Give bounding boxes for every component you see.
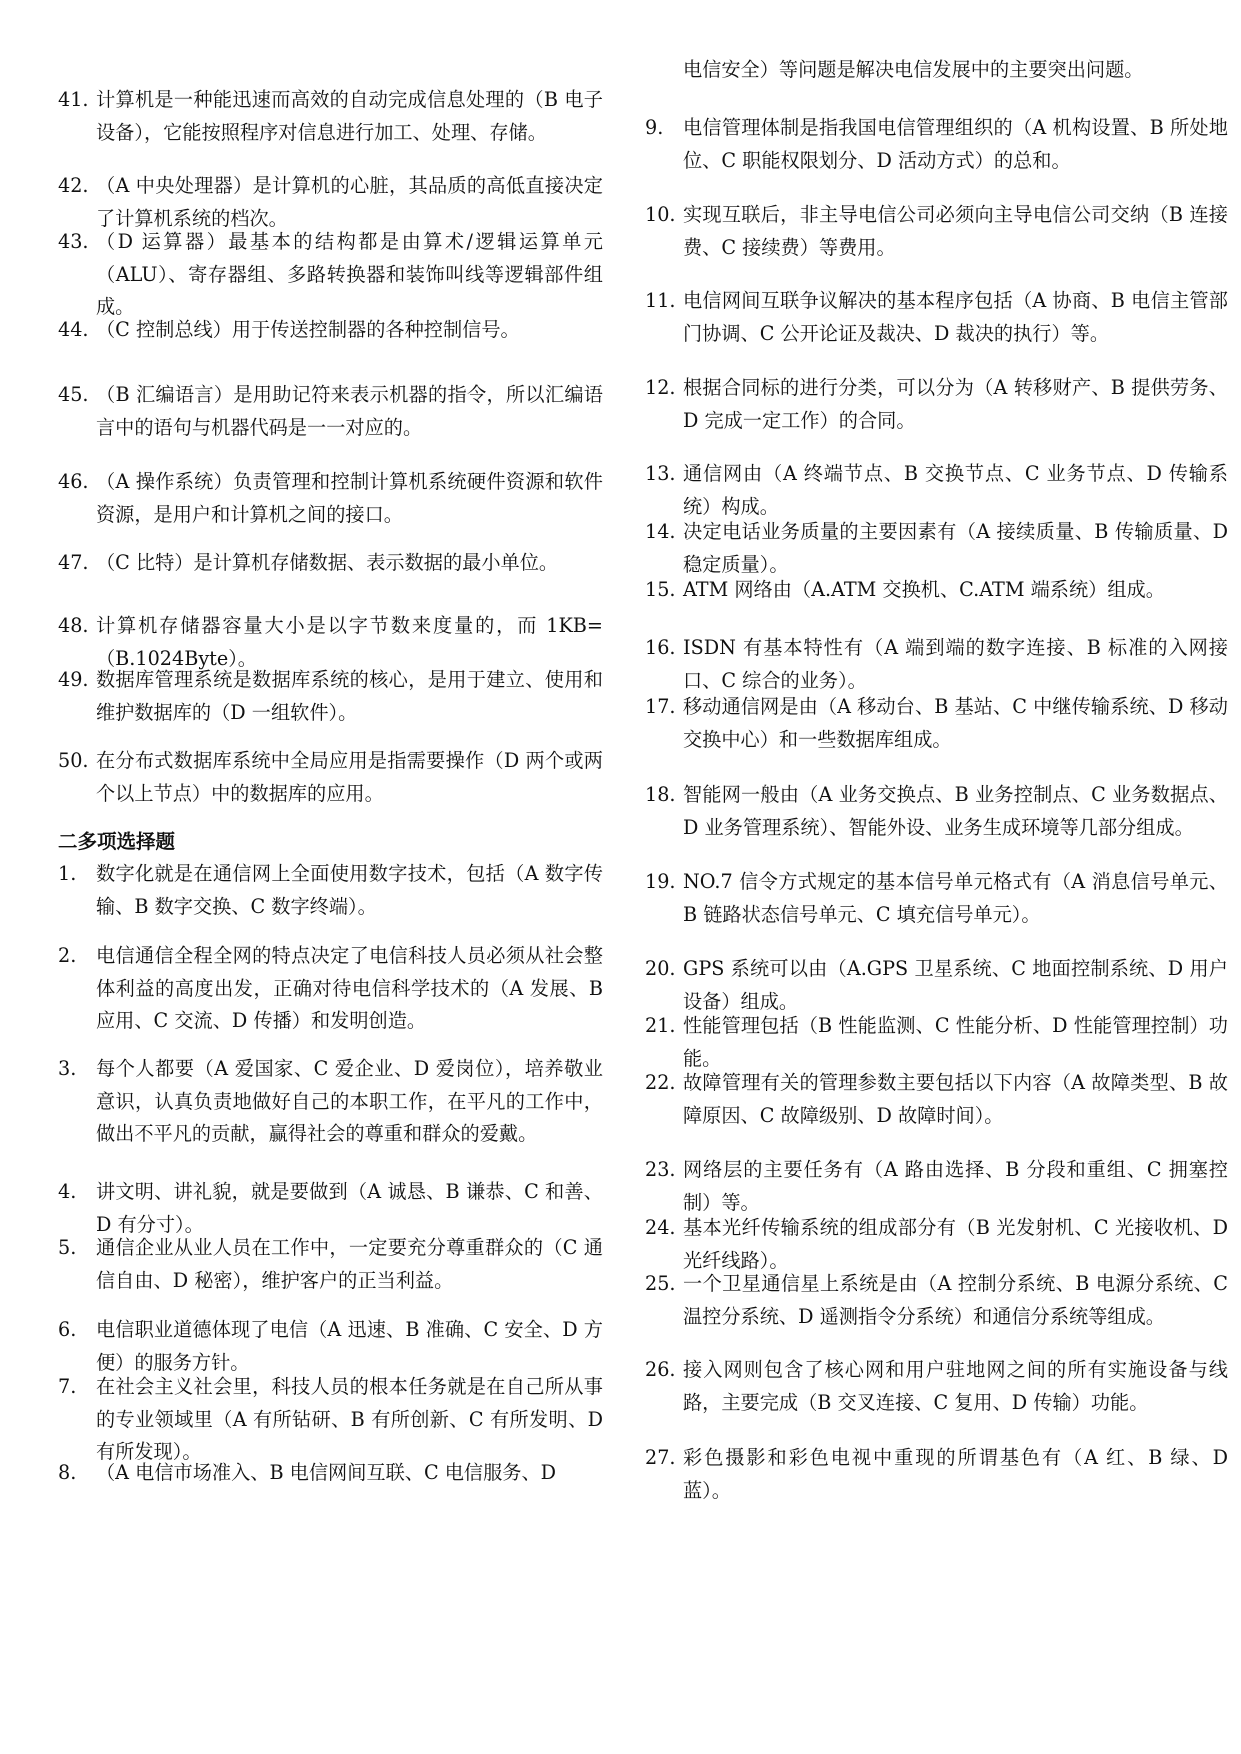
question-number: 47. — [58, 551, 89, 574]
question-number: 5. — [58, 1236, 77, 1259]
question-text: 实现互联后，非主导电信公司必须向主导电信公司交纳（B 连接费、C 接续费）等费用。 — [683, 203, 1228, 259]
question-number: 6. — [58, 1318, 77, 1341]
question-number: 49. — [58, 668, 89, 691]
question-text: 决定电话业务质量的主要因素有（A 接续质量、B 传输质量、D 稳定质量）。 — [683, 520, 1228, 576]
question-number: 4. — [58, 1180, 77, 1203]
question-text: 电信职业道德体现了电信（A 迅速、B 准确、C 安全、D 方便）的服务方针。 — [96, 1318, 603, 1374]
question-number: 24. — [645, 1216, 676, 1239]
question-text: （C 比特）是计算机存储数据、表示数据的最小单位。 — [96, 551, 559, 574]
question-text: NO.7 信令方式规定的基本信号单元格式有（A 消息信号单元、B 链路状态信号单元、C 填充信号单元）。 — [683, 870, 1228, 926]
question-number: 18. — [645, 783, 676, 806]
question-number: 43. — [58, 230, 89, 253]
question-number: 27. — [645, 1446, 676, 1469]
question-text: （C 控制总线）用于传送控制器的各种控制信号。 — [96, 318, 520, 341]
question-text: 数据库管理系统是数据库系统的核心，是用于建立、使用和维护数据库的（D 一组软件）。 — [96, 668, 603, 724]
question-number: 22. — [645, 1071, 676, 1094]
question-text: （A 操作系统）负责管理和控制计算机系统硬件资源和软件资源，是用户和计算机之间的接口。 — [96, 470, 603, 526]
question-text: 故障管理有关的管理参数主要包括以下内容（A 故障类型、B 故障原因、C 故障级别、D 故障时间）。 — [683, 1071, 1228, 1127]
question-number: 26. — [645, 1358, 676, 1381]
question-text: ISDN 有基本特性有（A 端到端的数字连接、B 标准的入网接口、C 综合的业务）。 — [683, 636, 1228, 692]
question-number: 44. — [58, 318, 89, 341]
question-text: 网络层的主要任务有（A 路由选择、B 分段和重组、C 拥塞控制）等。 — [683, 1158, 1228, 1214]
question-number: 3. — [58, 1057, 77, 1080]
question-text: 电信管理体制是指我国电信管理组织的（A 机构设置、B 所处地位、C 职能权限划分、D 活动方式）的总和。 — [683, 116, 1228, 172]
question-text: 性能管理包括（B 性能监测、C 性能分析、D 性能管理控制）功能。 — [683, 1014, 1228, 1070]
question-text: 电信通信全程全网的特点决定了电信科技人员必须从社会整体利益的高度出发，正确对待电信科学技术的（A 发展、B 应用、C 交流、D 传播）和发明创造。 — [96, 944, 603, 1032]
section-heading: 二多项选择题 — [58, 830, 176, 853]
question-number: 16. — [645, 636, 676, 659]
question-text: 数字化就是在通信网上全面使用数字技术，包括（A 数字传输、B 数字交换、C 数字终端）。 — [96, 862, 603, 918]
question-number: 17. — [645, 695, 676, 718]
question-text: （A 电信市场准入、B 电信网间互联、C 电信服务、D — [96, 1461, 557, 1484]
question-number: 13. — [645, 462, 676, 485]
question-number: 12. — [645, 376, 676, 399]
question-number: 15. — [645, 578, 676, 601]
question-text: 一个卫星通信星上系统是由（A 控制分系统、B 电源分系统、C 温控分系统、D 遥测指令分系统）和通信分系统等组成。 — [683, 1272, 1228, 1328]
question-text: 通信企业从业人员在工作中，一定要充分尊重群众的（C 通信自由、D 秘密），维护客户的正当利益。 — [96, 1236, 603, 1292]
question-text: 彩色摄影和彩色电视中重现的所谓基色有（A 红、B 绿、D 蓝）。 — [683, 1446, 1228, 1502]
question-text: 计算机存储器容量大小是以字节数来度量的，而 1KB=（B.1024Byte）。 — [96, 614, 603, 670]
question-number: 42. — [58, 174, 89, 197]
question-text: 每个人都要（A 爱国家、C 爱企业、D 爱岗位），培养敬业意识，认真负责地做好自己的本职工作，在平凡的工作中，做出不平凡的贡献，赢得社会的尊重和群众的爱戴。 — [96, 1057, 603, 1145]
question-number: 45. — [58, 383, 89, 406]
question-text: （D 运算器）最基本的结构都是由算术/逻辑运算单元（ALU）、寄存器组、多路转换器和装饰叫线等逻辑部件组成。 — [96, 230, 603, 318]
question-text: 基本光纤传输系统的组成部分有（B 光发射机、C 光接收机、D 光纤线路）。 — [683, 1216, 1228, 1272]
question-text: （A 中央处理器）是计算机的心脏，其品质的高低直接决定了计算机系统的档次。 — [96, 174, 603, 230]
question-number: 10. — [645, 203, 676, 226]
question-text: 在社会主义社会里，科技人员的根本任务就是在自己所从事的专业领域里（A 有所钻研、B 有所创新、C 有所发明、D 有所发现）。 — [96, 1375, 603, 1463]
question-number: 14. — [645, 520, 676, 543]
question-number: 9. — [645, 116, 664, 139]
question-number: 20. — [645, 957, 676, 980]
question-text: 在分布式数据库系统中全局应用是指需要操作（D 两个或两个以上节点）中的数据库的应用。 — [96, 749, 603, 805]
question-text: （B 汇编语言）是用助记符来表示机器的指令，所以汇编语言中的语句与机器代码是一一对应的。 — [96, 383, 603, 439]
question-number: 41. — [58, 88, 89, 111]
question-text: ATM 网络由（A.ATM 交换机、C.ATM 端系统）组成。 — [683, 578, 1165, 601]
question-number: 8. — [58, 1461, 77, 1484]
continuation-text: 电信安全）等问题是解决电信发展中的主要突出问题。 — [683, 58, 1144, 81]
question-text: 接入网则包含了核心网和用户驻地网之间的所有实施设备与线路，主要完成（B 交叉连接、C 复用、D 传输）功能。 — [683, 1358, 1228, 1414]
question-number: 48. — [58, 614, 89, 637]
question-number: 46. — [58, 470, 89, 493]
question-text: 根据合同标的进行分类，可以分为（A 转移财产、B 提供劳务、D 完成一定工作）的合同。 — [683, 376, 1228, 432]
question-number: 11. — [645, 289, 676, 312]
question-number: 7. — [58, 1375, 77, 1398]
question-text: 讲文明、讲礼貌，就是要做到（A 诚恳、B 谦恭、C 和善、D 有分寸）。 — [96, 1180, 603, 1236]
question-text: 通信网由（A 终端节点、B 交换节点、C 业务节点、D 传输系统）构成。 — [683, 462, 1228, 518]
question-text: 移动通信网是由（A 移动台、B 基站、C 中继传输系统、D 移动交换中心）和一些数据库组成。 — [683, 695, 1228, 751]
question-number: 1. — [58, 862, 77, 885]
question-number: 25. — [645, 1272, 676, 1295]
question-number: 21. — [645, 1014, 676, 1037]
question-text: 智能网一般由（A 业务交换点、B 业务控制点、C 业务数据点、D 业务管理系统）、智能外设、业务生成环境等几部分组成。 — [683, 783, 1228, 839]
question-text: 电信网间互联争议解决的基本程序包括（A 协商、B 电信主管部门协调、C 公开论证及裁决、D 裁决的执行）等。 — [683, 289, 1228, 345]
question-number: 19. — [645, 870, 676, 893]
question-text: GPS 系统可以由（A.GPS 卫星系统、C 地面控制系统、D 用户设备）组成。 — [683, 957, 1228, 1013]
question-number: 50. — [58, 749, 89, 772]
question-number: 2. — [58, 944, 77, 967]
question-number: 23. — [645, 1158, 676, 1181]
question-text: 计算机是一种能迅速而高效的自动完成信息处理的（B 电子设备），它能按照程序对信息进行加工、处理、存储。 — [96, 88, 603, 144]
